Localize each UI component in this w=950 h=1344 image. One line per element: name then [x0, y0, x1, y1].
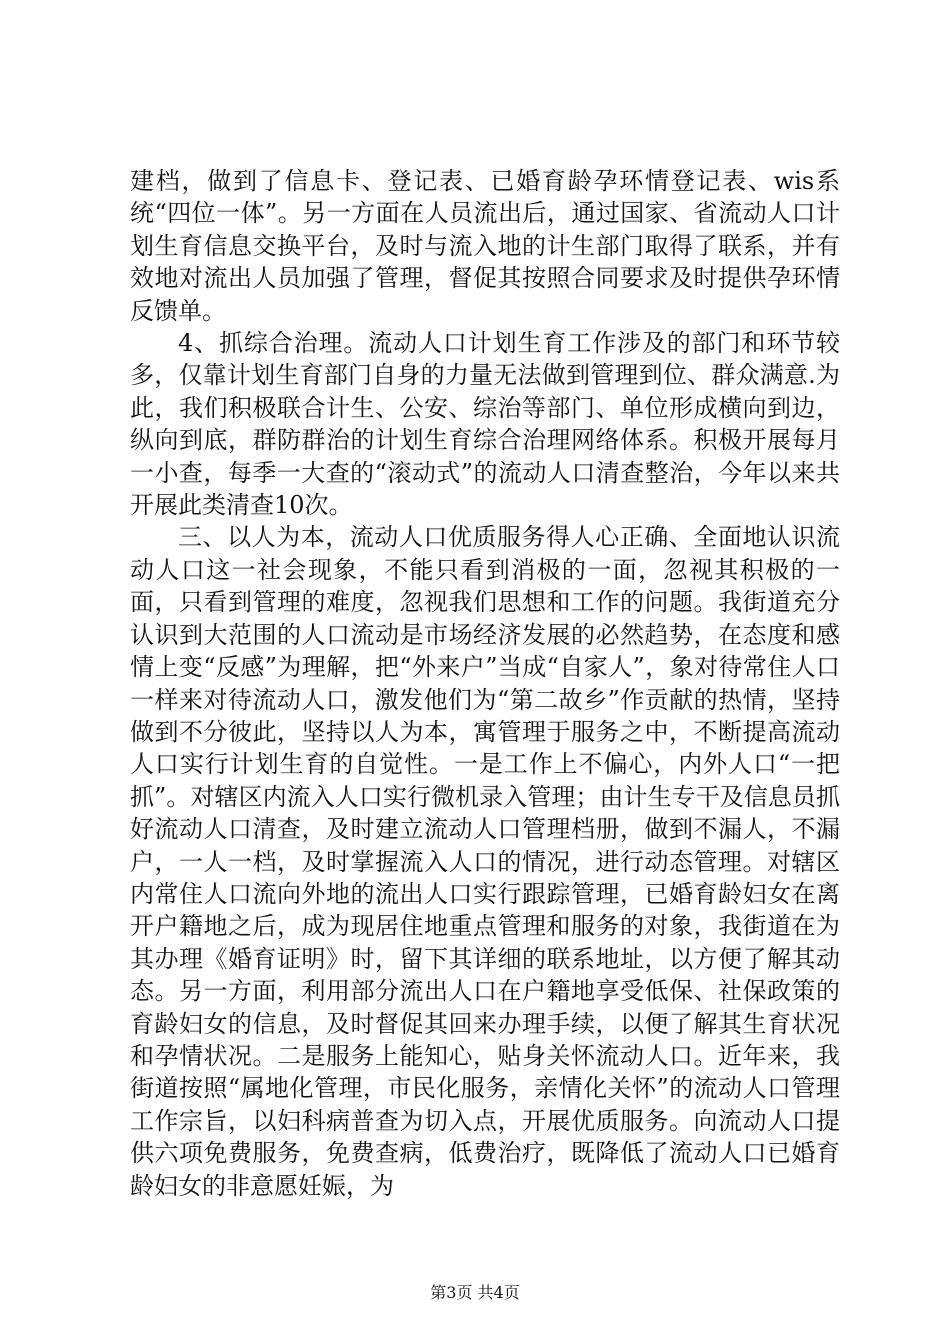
page-number-footer: 第3页 共4页 — [430, 1283, 520, 1302]
paragraph-continuation: 建档，做到了信息卡、登记表、已婚育龄孕环情登记表、wis系统“四位一体”。另一方面在人员流出后，通过国家、省流动人口计划生育信息交换平台，及时与流入地的计生部门取得了联系，并有效地对流出人员加强了管理，督促其按照合同要求及时提供孕环情反馈单。 — [130, 167, 840, 325]
paragraph-people-oriented: 三、以人为本，流动人口优质服务得人心正确、全面地认识流动人口这一社会现象，不能只看到消极的一面，忽视其积极的一面，只看到管理的难度，忽视我们思想和工作的问题。我街道充分认识到大范围的人口流动是市场经济发展的必然趋势，在态度和感情上变“反感”为理解，把“外来户”当成“自家人”，象对待常住人口一样来对待流动人口，激发他们为“第二故乡”作贡献的热情，坚持做到不分彼此，坚持以人为本，寓管理于服务之中，不断提高流动人口实行计划生育的自觉性。一是工作上不偏心，内外人口“一把抓”。对辖区内流入人口实行微机录入管理；由计生专干及信息员抓好流动人口清查，及时建立流动人口管理档册，做到不漏人，不漏户，一人一档，及时掌握流入人口的情况，进行动态管理。对辖区内常住人口流向外地的流出人口实行跟踪管理，已婚育龄妇女在离开户籍地之后，成为现居住地重点管理和服务的对象，我街道在为其办理《婚育证明》时，留下其详细的联系地址，以方便了解其动态。另一方面，利用部分流出人口在户籍地享受低保、社保政策的育龄妇女的信息，及时督促其回来办理手续，以便了解其生育状况和孕情状况。二是服务上能知心，贴身关怀流动人口。近年来，我街道按照“属地化管理，市民化服务，亲情化关怀”的流动人口管理工作宗旨，以妇科病普查为切入点，开展优质服务。向流动人口提供六项免费服务，免费查病，低费治疗，既降低了流动人口已婚育龄妇女的非意愿妊娠，为 — [130, 523, 840, 1200]
document-body — [130, 165, 840, 1202]
paragraph-comprehensive-governance: 4、抓综合治理。流动人口计划生育工作涉及的部门和环节较多，仅靠计划生育部门自身的力量无法做到管理到位、群众满意.为此，我们积极联合计生、公安、综治等部门、单位形成横向到边，纵向到底，群防群治的计划生育综合治理网络体系。积极开展每月一小查，每季一大查的“滚动式”的流动人口清查整治，今年以来共开展此类清查10次。 — [130, 329, 840, 520]
